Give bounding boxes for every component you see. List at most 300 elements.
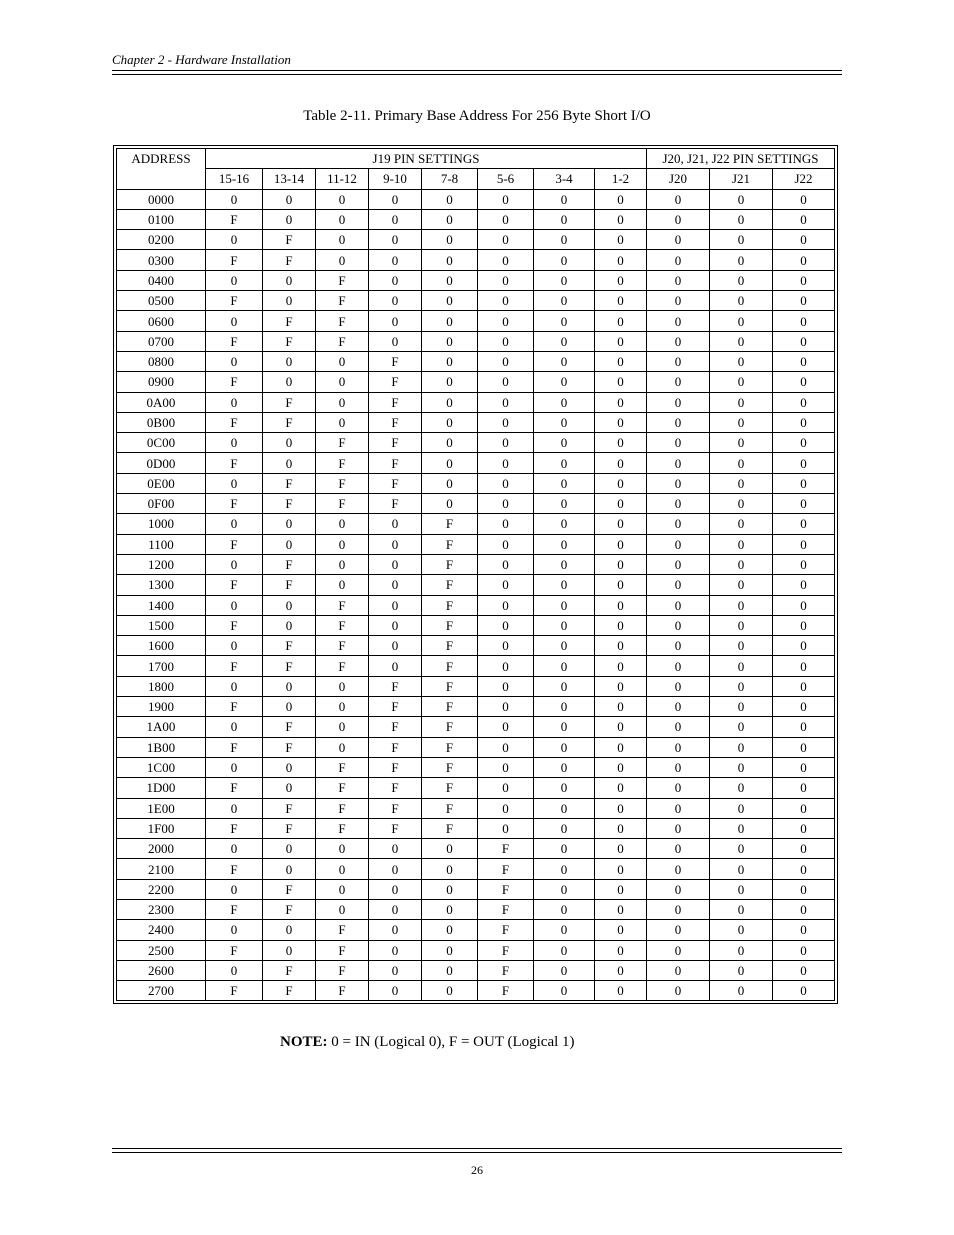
pin-setting-cell: 0 <box>595 412 647 432</box>
pin-setting-cell: 0 <box>369 615 422 635</box>
pin-setting-cell: 0 <box>647 209 710 229</box>
table-row <box>117 453 835 473</box>
pin-setting-cell: 0 <box>710 656 773 676</box>
pin-setting-cell: 0 <box>773 351 835 371</box>
pin-setting-cell: 0 <box>478 270 534 290</box>
pin-setting-cell: 0 <box>773 595 835 615</box>
table-row <box>117 798 835 818</box>
pin-setting-cell: F <box>478 899 534 919</box>
table-caption: Table 2-11. Primary Base Address For 256 Byte Short I/O <box>303 108 651 124</box>
pin-setting-cell: 0 <box>534 372 595 392</box>
header-rule-bottom <box>112 74 842 75</box>
pin-setting-cell: 0 <box>316 412 369 432</box>
pin-setting-cell: 0 <box>595 331 647 351</box>
pin-setting-cell: 0 <box>647 697 710 717</box>
pin-setting-cell: 0 <box>710 899 773 919</box>
pin-setting-cell: 0 <box>534 717 595 737</box>
pin-setting-cell: 0 <box>773 615 835 635</box>
pin-setting-cell: 0 <box>316 351 369 371</box>
pin-setting-cell: F <box>206 656 263 676</box>
pin-setting-cell: 0 <box>534 859 595 879</box>
table-row <box>117 209 835 229</box>
pin-setting-cell: F <box>263 818 316 838</box>
address-cell: 0800 <box>117 351 206 371</box>
table-row <box>117 230 835 250</box>
pin-setting-cell: F <box>206 615 263 635</box>
pin-setting-cell: 0 <box>773 514 835 534</box>
pin-setting-cell: F <box>316 981 369 1001</box>
table-row <box>117 899 835 919</box>
pin-setting-cell: 0 <box>478 331 534 351</box>
pin-setting-cell: F <box>369 737 422 757</box>
pin-setting-cell: 0 <box>773 920 835 940</box>
pin-setting-cell: 0 <box>369 940 422 960</box>
address-cell: 0E00 <box>117 473 206 493</box>
pin-setting-cell: 0 <box>647 189 710 209</box>
address-cell: 1900 <box>117 697 206 717</box>
address-cell: 0000 <box>117 189 206 209</box>
address-cell: 2200 <box>117 879 206 899</box>
table-row <box>117 291 835 311</box>
pin-setting-cell: 0 <box>710 737 773 757</box>
table-row <box>117 534 835 554</box>
pin-setting-cell: F <box>316 818 369 838</box>
pin-setting-cell: 0 <box>478 250 534 270</box>
pin-setting-cell: 0 <box>422 899 478 919</box>
pin-setting-cell: 0 <box>206 757 263 777</box>
pin-setting-cell: 0 <box>773 250 835 270</box>
pin-setting-cell: 0 <box>595 656 647 676</box>
pin-setting-cell: 0 <box>595 920 647 940</box>
pin-setting-cell: 0 <box>422 351 478 371</box>
pin-setting-cell: 0 <box>647 230 710 250</box>
pin-setting-cell: F <box>369 392 422 412</box>
pin-setting-cell: 0 <box>534 656 595 676</box>
address-cell: 1A00 <box>117 717 206 737</box>
pin-setting-cell: 0 <box>647 554 710 574</box>
pin-setting-cell: 0 <box>773 859 835 879</box>
subheader-cell: 1-2 <box>595 169 647 189</box>
pin-setting-cell: 0 <box>773 534 835 554</box>
pin-setting-cell: 0 <box>647 291 710 311</box>
pin-setting-cell: F <box>478 981 534 1001</box>
pin-setting-cell: 0 <box>422 311 478 331</box>
pin-setting-cell: 0 <box>263 351 316 371</box>
pin-setting-cell: F <box>369 697 422 717</box>
pin-setting-cell: F <box>422 717 478 737</box>
pin-setting-cell: 0 <box>534 534 595 554</box>
pin-setting-cell: 0 <box>369 554 422 574</box>
pin-setting-cell: 0 <box>595 717 647 737</box>
pin-setting-cell: F <box>206 737 263 757</box>
pin-setting-cell: 0 <box>206 595 263 615</box>
table-row <box>117 189 835 209</box>
pin-setting-cell: 0 <box>595 291 647 311</box>
pin-setting-cell: 0 <box>710 351 773 371</box>
table-row <box>117 372 835 392</box>
pin-setting-cell: 0 <box>369 839 422 859</box>
pin-setting-cell: F <box>263 737 316 757</box>
pin-setting-cell: 0 <box>422 839 478 859</box>
pin-setting-cell: F <box>263 473 316 493</box>
pin-setting-cell: 0 <box>773 879 835 899</box>
pin-setting-cell: 0 <box>710 209 773 229</box>
pin-setting-cell: F <box>263 250 316 270</box>
pin-setting-cell: 0 <box>422 960 478 980</box>
pin-setting-cell: 0 <box>773 717 835 737</box>
pin-setting-cell: 0 <box>263 940 316 960</box>
pin-setting-cell: 0 <box>478 554 534 574</box>
pin-setting-cell: 0 <box>478 676 534 696</box>
address-cell: 0200 <box>117 230 206 250</box>
pin-setting-cell: 0 <box>595 311 647 331</box>
pin-setting-cell: 0 <box>710 392 773 412</box>
pin-setting-cell: 0 <box>647 473 710 493</box>
pin-setting-cell: 0 <box>316 372 369 392</box>
address-cell: 1C00 <box>117 757 206 777</box>
pin-setting-cell: 0 <box>710 494 773 514</box>
pin-setting-cell: F <box>422 737 478 757</box>
pin-setting-cell: F <box>369 676 422 696</box>
pin-setting-cell: 0 <box>478 514 534 534</box>
address-table <box>116 148 835 1001</box>
pin-setting-cell: 0 <box>422 879 478 899</box>
pin-setting-cell: F <box>369 433 422 453</box>
pin-setting-cell: 0 <box>316 839 369 859</box>
pin-setting-cell: 0 <box>773 697 835 717</box>
pin-setting-cell: F <box>369 818 422 838</box>
pin-setting-cell: F <box>369 351 422 371</box>
pin-setting-cell: 0 <box>647 636 710 656</box>
pin-setting-cell: 0 <box>647 920 710 940</box>
pin-setting-cell: F <box>206 940 263 960</box>
pin-setting-cell: 0 <box>206 554 263 574</box>
pin-setting-cell: 0 <box>422 920 478 940</box>
pin-setting-cell: 0 <box>595 392 647 412</box>
pin-setting-cell: 0 <box>710 697 773 717</box>
address-cell: 2300 <box>117 899 206 919</box>
pin-setting-cell: F <box>478 839 534 859</box>
pin-setting-cell: F <box>206 575 263 595</box>
pin-setting-cell: 0 <box>478 189 534 209</box>
pin-setting-cell: 0 <box>422 331 478 351</box>
pin-setting-cell: 0 <box>263 270 316 290</box>
address-cell: 1700 <box>117 656 206 676</box>
pin-setting-cell: 0 <box>369 514 422 534</box>
pin-setting-cell: 0 <box>422 453 478 473</box>
address-cell: 1500 <box>117 615 206 635</box>
pin-setting-cell: 0 <box>263 189 316 209</box>
group-header-j20-j22: J20, J21, J22 PIN SETTINGS <box>647 149 835 169</box>
pin-setting-cell: 0 <box>595 636 647 656</box>
pin-setting-cell: F <box>316 757 369 777</box>
pin-setting-cell: 0 <box>369 230 422 250</box>
pin-setting-cell: 0 <box>316 250 369 270</box>
pin-setting-cell: F <box>316 920 369 940</box>
pin-setting-cell: 0 <box>478 615 534 635</box>
pin-setting-cell: F <box>206 372 263 392</box>
pin-setting-cell: 0 <box>478 230 534 250</box>
pin-setting-cell: 0 <box>595 697 647 717</box>
address-cell: 1100 <box>117 534 206 554</box>
address-cell: 1300 <box>117 575 206 595</box>
table-row <box>117 331 835 351</box>
pin-setting-cell: 0 <box>534 209 595 229</box>
pin-setting-cell: 0 <box>647 311 710 331</box>
pin-setting-cell: F <box>369 453 422 473</box>
pin-setting-cell: F <box>263 717 316 737</box>
pin-setting-cell: 0 <box>316 514 369 534</box>
pin-setting-cell: 0 <box>206 351 263 371</box>
footer-rule-top <box>112 1148 842 1149</box>
pin-setting-cell: 0 <box>773 757 835 777</box>
pin-setting-cell: F <box>478 960 534 980</box>
pin-setting-cell: 0 <box>534 331 595 351</box>
pin-setting-cell: 0 <box>206 676 263 696</box>
pin-setting-cell: 0 <box>206 798 263 818</box>
pin-setting-cell: F <box>206 859 263 879</box>
pin-setting-cell: 0 <box>647 940 710 960</box>
pin-setting-cell: 0 <box>422 494 478 514</box>
table-row <box>117 697 835 717</box>
pin-setting-cell: 0 <box>534 778 595 798</box>
pin-setting-cell: 0 <box>534 595 595 615</box>
pin-setting-cell: 0 <box>595 737 647 757</box>
pin-setting-cell: 0 <box>316 859 369 879</box>
pin-setting-cell: F <box>263 879 316 899</box>
table-body <box>117 189 835 1001</box>
pin-setting-cell: 0 <box>478 291 534 311</box>
pin-setting-cell: 0 <box>595 209 647 229</box>
pin-setting-cell: 0 <box>369 209 422 229</box>
address-cell: 0100 <box>117 209 206 229</box>
pin-setting-cell: F <box>263 981 316 1001</box>
pin-setting-cell: 0 <box>478 473 534 493</box>
subheader-cell: J20 <box>647 169 710 189</box>
table-row <box>117 433 835 453</box>
pin-setting-cell: 0 <box>422 392 478 412</box>
pin-setting-cell: F <box>422 656 478 676</box>
pin-setting-cell: 0 <box>478 757 534 777</box>
table-row <box>117 311 835 331</box>
pin-setting-cell: 0 <box>647 595 710 615</box>
pin-setting-cell: 0 <box>710 798 773 818</box>
pin-setting-cell: 0 <box>534 981 595 1001</box>
pin-setting-cell: 0 <box>206 270 263 290</box>
pin-setting-cell: 0 <box>478 351 534 371</box>
pin-setting-cell: 0 <box>773 372 835 392</box>
subheader-cell: 9-10 <box>369 169 422 189</box>
pin-setting-cell: 0 <box>710 940 773 960</box>
pin-setting-cell: 0 <box>422 189 478 209</box>
pin-setting-cell: 0 <box>263 372 316 392</box>
pin-setting-cell: F <box>316 453 369 473</box>
pin-setting-cell: F <box>422 697 478 717</box>
pin-setting-cell: 0 <box>422 859 478 879</box>
pin-setting-cell: 0 <box>647 514 710 534</box>
pin-setting-cell: 0 <box>595 554 647 574</box>
pin-setting-cell: F <box>422 595 478 615</box>
pin-setting-cell: 0 <box>422 433 478 453</box>
pin-setting-cell: 0 <box>595 859 647 879</box>
pin-setting-cell: 0 <box>595 372 647 392</box>
pin-setting-cell: 0 <box>534 351 595 371</box>
pin-setting-cell: 0 <box>263 757 316 777</box>
pin-setting-cell: 0 <box>710 270 773 290</box>
table-row <box>117 757 835 777</box>
pin-setting-cell: 0 <box>773 331 835 351</box>
pin-setting-cell: 0 <box>595 189 647 209</box>
pin-setting-cell: 0 <box>773 839 835 859</box>
pin-setting-cell: 0 <box>595 453 647 473</box>
pin-setting-cell: 0 <box>773 311 835 331</box>
pin-setting-cell: 0 <box>478 737 534 757</box>
pin-setting-cell: 0 <box>206 433 263 453</box>
pin-setting-cell: 0 <box>478 372 534 392</box>
pin-setting-cell: F <box>422 818 478 838</box>
pin-setting-cell: 0 <box>206 717 263 737</box>
pin-setting-cell: F <box>316 778 369 798</box>
pin-setting-cell: F <box>422 534 478 554</box>
pin-setting-cell: F <box>369 494 422 514</box>
pin-setting-cell: 0 <box>316 534 369 554</box>
pin-setting-cell: 0 <box>595 351 647 371</box>
pin-setting-cell: 0 <box>595 615 647 635</box>
pin-setting-cell: 0 <box>710 920 773 940</box>
address-cell: 0A00 <box>117 392 206 412</box>
address-cell: 0700 <box>117 331 206 351</box>
subheader-row <box>117 169 835 189</box>
pin-setting-cell: 0 <box>369 636 422 656</box>
pin-setting-cell: 0 <box>263 920 316 940</box>
pin-setting-cell: 0 <box>710 636 773 656</box>
pin-setting-cell: 0 <box>263 859 316 879</box>
pin-setting-cell: 0 <box>534 818 595 838</box>
pin-setting-cell: 0 <box>647 839 710 859</box>
pin-setting-cell: 0 <box>773 818 835 838</box>
pin-setting-cell: F <box>316 656 369 676</box>
pin-setting-cell: 0 <box>316 879 369 899</box>
pin-setting-cell: F <box>206 209 263 229</box>
address-cell: 2100 <box>117 859 206 879</box>
address-cell: 0500 <box>117 291 206 311</box>
address-table-frame <box>113 145 838 1004</box>
pin-setting-cell: F <box>206 899 263 919</box>
pin-setting-cell: 0 <box>647 737 710 757</box>
pin-setting-cell: 0 <box>773 960 835 980</box>
pin-setting-cell: F <box>263 554 316 574</box>
address-cell: 0B00 <box>117 412 206 432</box>
column-header-address: ADDRESS <box>117 149 206 190</box>
pin-setting-cell: F <box>206 494 263 514</box>
pin-setting-cell: 0 <box>263 839 316 859</box>
pin-setting-cell: 0 <box>263 778 316 798</box>
pin-setting-cell: F <box>206 818 263 838</box>
pin-setting-cell: 0 <box>647 798 710 818</box>
pin-setting-cell: 0 <box>647 392 710 412</box>
pin-setting-cell: 0 <box>595 494 647 514</box>
pin-setting-cell: 0 <box>369 291 422 311</box>
pin-setting-cell: 0 <box>206 392 263 412</box>
pin-setting-cell: 0 <box>478 717 534 737</box>
pin-setting-cell: 0 <box>534 757 595 777</box>
table-row <box>117 778 835 798</box>
pin-setting-cell: 0 <box>647 676 710 696</box>
pin-setting-cell: F <box>316 331 369 351</box>
pin-setting-cell: F <box>263 575 316 595</box>
address-cell: 2400 <box>117 920 206 940</box>
subheader-cell: J22 <box>773 169 835 189</box>
pin-setting-cell: 0 <box>647 981 710 1001</box>
pin-setting-cell: 0 <box>369 859 422 879</box>
pin-setting-cell: 0 <box>206 879 263 899</box>
pin-setting-cell: 0 <box>316 717 369 737</box>
pin-setting-cell: F <box>369 412 422 432</box>
pin-setting-cell: 0 <box>710 879 773 899</box>
pin-setting-cell: 0 <box>316 676 369 696</box>
pin-setting-cell: 0 <box>710 717 773 737</box>
pin-setting-cell: F <box>263 311 316 331</box>
pin-setting-cell: 0 <box>369 960 422 980</box>
pin-setting-cell: 0 <box>534 697 595 717</box>
pin-setting-cell: 0 <box>773 981 835 1001</box>
pin-setting-cell: 0 <box>647 656 710 676</box>
pin-setting-cell: 0 <box>773 433 835 453</box>
pin-setting-cell: 0 <box>647 453 710 473</box>
pin-setting-cell: 0 <box>773 778 835 798</box>
pin-setting-cell: 0 <box>316 737 369 757</box>
pin-setting-cell: 0 <box>369 656 422 676</box>
address-cell: 2500 <box>117 940 206 960</box>
pin-setting-cell: 0 <box>773 453 835 473</box>
pin-setting-cell: 0 <box>478 209 534 229</box>
table-row <box>117 595 835 615</box>
pin-setting-cell: 0 <box>710 311 773 331</box>
pin-setting-cell: 0 <box>534 737 595 757</box>
pin-setting-cell: 0 <box>595 250 647 270</box>
pin-setting-cell: 0 <box>369 331 422 351</box>
pin-setting-cell: 0 <box>369 879 422 899</box>
pin-setting-cell: 0 <box>773 575 835 595</box>
pin-setting-cell: 0 <box>369 534 422 554</box>
pin-setting-cell: 0 <box>422 270 478 290</box>
pin-setting-cell: 0 <box>316 575 369 595</box>
table-row <box>117 960 835 980</box>
pin-setting-cell: 0 <box>206 960 263 980</box>
pin-setting-cell: 0 <box>478 575 534 595</box>
subheader-cell: 11-12 <box>316 169 369 189</box>
pin-setting-cell: 0 <box>595 473 647 493</box>
pin-setting-cell: F <box>478 859 534 879</box>
address-cell: 2700 <box>117 981 206 1001</box>
address-cell: 0C00 <box>117 433 206 453</box>
pin-setting-cell: 0 <box>773 554 835 574</box>
pin-setting-cell: 0 <box>710 595 773 615</box>
pin-setting-cell: 0 <box>206 920 263 940</box>
pin-setting-cell: F <box>263 494 316 514</box>
subheader-cell: 13-14 <box>263 169 316 189</box>
pin-setting-cell: 0 <box>263 676 316 696</box>
address-cell: 0F00 <box>117 494 206 514</box>
pin-setting-cell: 0 <box>710 473 773 493</box>
pin-setting-cell: 0 <box>534 473 595 493</box>
pin-setting-cell: 0 <box>369 899 422 919</box>
pin-setting-cell: 0 <box>595 879 647 899</box>
table-row <box>117 473 835 493</box>
pin-setting-cell: 0 <box>710 778 773 798</box>
address-cell: 0900 <box>117 372 206 392</box>
pin-setting-cell: 0 <box>478 433 534 453</box>
